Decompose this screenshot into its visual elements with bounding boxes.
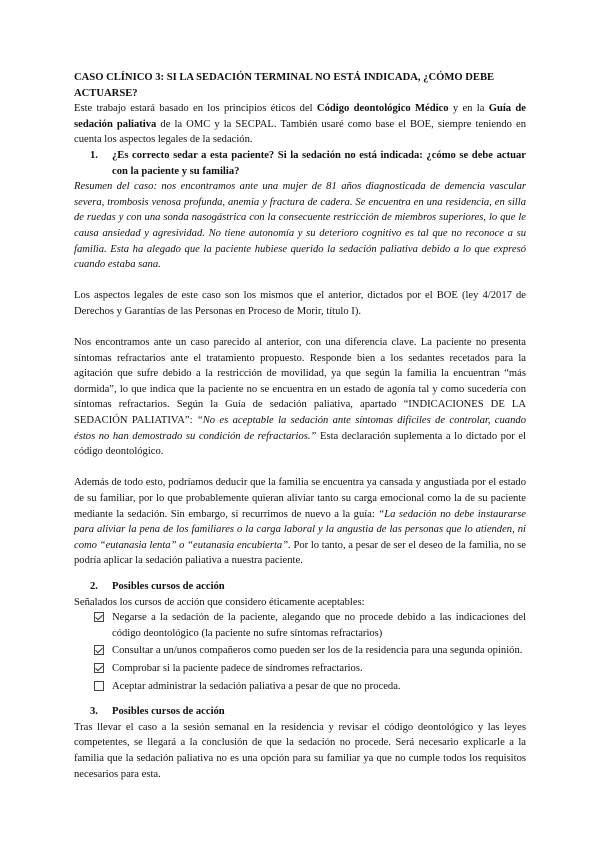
legal-paragraph: Los aspectos legales de este caso son los mismos que el anterior, dictados por el BOE (ley 4/2017 de Derechos y Garantías de las Personas en Proceso de Morir, título I). (74, 290, 526, 317)
analysis-2-text-b: Por lo tanto, a pesar de ser el deseo de la familia, no se podría aplicar la sedación paliativa a nuestra paciente. (74, 539, 527, 567)
section-3-number: 3. (90, 706, 98, 718)
checkbox-icon[interactable] (94, 645, 104, 655)
analysis-1-text-a: Nos encontramos ante un caso parecido al anterior, con una diferencia clave. La paciente no presenta síntomas refractarios ante el tratamiento propuesto. Responde bien a los sedantes recetados para la agitación que sufre debido a la restricción de movilidad, ya que según la familia la encuentran “más dormida”, lo que indica que la paciente no se encuentra en un estado de agonía tal y como sucedería con síntomas refractarios. Según la Guía de sedación paliativa, apartado “INDICACIONES DE LA SEDACIÓN PALIATIVA”: (74, 337, 526, 427)
checklist-item (74, 643, 526, 659)
intro-bold-2: Guía de sedación paliativa (74, 103, 526, 130)
section-2-title: Posibles cursos de acción (112, 581, 225, 592)
checklist-item-text: Aceptar administrar la sedación paliativa a pesar de que no proceda. (112, 680, 401, 692)
section-3-title: Posibles cursos de acción (112, 706, 225, 718)
checklist-item (74, 610, 526, 641)
checklist-item (74, 679, 526, 695)
document-title: CASO CLÍNICO 3: SI LA SEDACIÓN TERMINAL NO ESTÁ INDICADA, ¿CÓMO DEBE ACTUARSE? (74, 72, 495, 99)
checkbox-icon[interactable] (94, 612, 104, 622)
question-heading (74, 148, 526, 179)
section-3-heading (74, 704, 526, 720)
analysis-1-text-b: Esta declaración suplementa a lo dictado por el código deontológico. (74, 430, 526, 458)
checklist-item-text: Comprobar si la paciente padece de síndromes refractarios. (112, 662, 363, 674)
section-2-number: 2. (90, 581, 98, 592)
intro-text-2: y en la (448, 103, 489, 115)
analysis-paragraph-2 (74, 475, 526, 569)
intro-text-1: Este trabajo estará basado en los principios éticos del (74, 103, 317, 115)
intro-bold-1: Código deontológico Médico (316, 103, 449, 115)
action-checklist (74, 610, 526, 694)
intro-paragraph (74, 101, 526, 148)
section-2-lead: Señalados los cursos de acción que considero éticamente aceptables: (74, 596, 365, 608)
checklist-item (74, 661, 526, 677)
section-2-heading (74, 579, 526, 595)
question-text: ¿Es correcto sedar a esta paciente? Si la sedación no está indicada: ¿cómo se debe actuar con la paciente y su familia? (112, 149, 526, 177)
analysis-2-text-a: Además de todo esto, podríamos deducir que la familia se encuentra ya cansada y angustiada por el estado de su familiar, por lo que probablemente quieran aliviar tanto su carga emocional como la de su paciente mediante la sedación. Sin embargo, si recurrimos de nuevo a la guía: (74, 477, 526, 520)
section-3-text: Tras llevar el caso a la sesión semanal en la residencia y revisar el código deontológico y las leyes competentes, se llegará a la conclusión de que la sedación no procede. Será necesario explicarle a la familia que la sedación paliativa no es una opción para su familiar ya que no cumple todos los requisitos necesarios para esta. (74, 721, 526, 780)
checklist-item-text: Consultar a un/unos compañeros como pueden ser los de la residencia para una segunda opinión. (112, 645, 523, 657)
question-number: 1. (90, 149, 98, 161)
analysis-1-quote: “No es aceptable la sedación ante síntomas difíciles de controlar, cuando éstos no han demostrado su condición de refractarios.” (74, 415, 526, 442)
case-summary: Resumen del caso: nos encontramos ante una mujer de 81 años diagnosticada de demencia vascular severa, trombosis venosa profunda, anemia y fractura de cadera. Se encuentra en una residencia, en silla de ruedas y con una sonda nasogástrica con la consecuente restricción de miembros superiores, lo que le causa ansiedad y agresividad. No tiene autonomía y su deterioro cognitivo es tal que no reconoce a su familia. Esta ha alegado que la paciente hubiese querido la sedación paliativa debido a lo que expresó cuando estaba sana. (74, 181, 526, 271)
checkbox-icon[interactable] (94, 681, 104, 691)
intro-text-3: de la OMC y la SECPAL. También usaré como base el BOE, siempre teniendo en cuenta los aspectos legales de la sedación. (74, 118, 526, 146)
analysis-2-quote: “La sedación no debe instaurarse para aliviar la pena de los familiares o la carga laboral y la angustia de las personas que lo atienden, ni como “eutanasia lenta” o “eutanasia encubierta”. (74, 508, 526, 551)
checklist-item-text: Negarse a la sedación de la paciente, alegando que no procede debido a las indicaciones del código deontológico (la paciente no sufre síntomas refractarios) (112, 612, 526, 639)
analysis-paragraph-1 (74, 335, 526, 460)
checkbox-icon[interactable] (94, 663, 104, 673)
